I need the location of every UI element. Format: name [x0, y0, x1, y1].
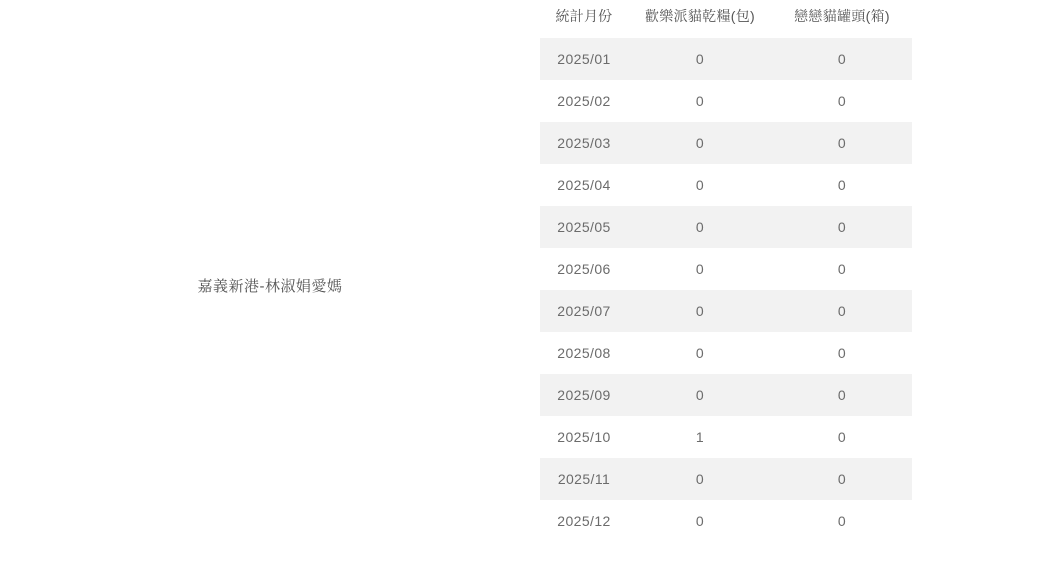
cell-dry-food: 0: [628, 164, 772, 206]
table-row: [540, 80, 912, 122]
cell-canned-food: 0: [772, 206, 912, 248]
cell-month: 2025/09: [540, 374, 628, 416]
cell-canned-food: 0: [772, 416, 912, 458]
cell-month: 2025/12: [540, 500, 628, 542]
table-row: [540, 374, 912, 416]
cell-dry-food: 0: [628, 248, 772, 290]
table-header: [540, 0, 912, 38]
cell-month: 2025/02: [540, 80, 628, 122]
cell-canned-food: 0: [772, 164, 912, 206]
cell-dry-food: 0: [628, 38, 772, 80]
table-row: [540, 416, 912, 458]
cell-dry-food: 0: [628, 290, 772, 332]
cell-canned-food: 0: [772, 290, 912, 332]
cell-canned-food: 0: [772, 332, 912, 374]
cell-month: 2025/03: [540, 122, 628, 164]
cell-month: 2025/01: [540, 38, 628, 80]
cell-month: 2025/05: [540, 206, 628, 248]
cell-month: 2025/10: [540, 416, 628, 458]
cell-dry-food: 0: [628, 500, 772, 542]
cell-dry-food: 0: [628, 206, 772, 248]
column-header-canned-food: 戀戀貓罐頭(箱): [794, 8, 890, 24]
cell-canned-food: 0: [772, 458, 912, 500]
table-row: [540, 332, 912, 374]
column-header-month: 統計月份: [555, 8, 613, 24]
cell-dry-food: 1: [628, 416, 772, 458]
cell-month: 2025/04: [540, 164, 628, 206]
cell-month: 2025/06: [540, 248, 628, 290]
table-row: [540, 500, 912, 542]
cell-dry-food: 0: [628, 458, 772, 500]
cell-canned-food: 0: [772, 122, 912, 164]
stats-table-container: [540, 0, 920, 542]
cell-canned-food: 0: [772, 248, 912, 290]
cell-month: 2025/07: [540, 290, 628, 332]
table-row: [540, 206, 912, 248]
cell-dry-food: 0: [628, 374, 772, 416]
table-row: [540, 458, 912, 500]
cell-canned-food: 0: [772, 500, 912, 542]
cell-month: 2025/11: [540, 458, 628, 500]
cell-dry-food: 0: [628, 80, 772, 122]
entity-name-text: 嘉義新港-林淑娟愛媽: [197, 278, 343, 295]
table-row: [540, 248, 912, 290]
cell-canned-food: 0: [772, 38, 912, 80]
table-header-row: [540, 0, 912, 38]
cell-canned-food: 0: [772, 374, 912, 416]
table-row: [540, 38, 912, 80]
table-row: [540, 164, 912, 206]
cell-month: 2025/08: [540, 332, 628, 374]
table-row: [540, 122, 912, 164]
table-body: [540, 38, 912, 542]
cell-dry-food: 0: [628, 122, 772, 164]
column-header-dry-food: 歡樂派貓乾糧(包): [644, 8, 756, 24]
monthly-stats-table: [540, 0, 912, 542]
cell-dry-food: 0: [628, 332, 772, 374]
table-row: [540, 290, 912, 332]
cell-canned-food: 0: [772, 80, 912, 122]
